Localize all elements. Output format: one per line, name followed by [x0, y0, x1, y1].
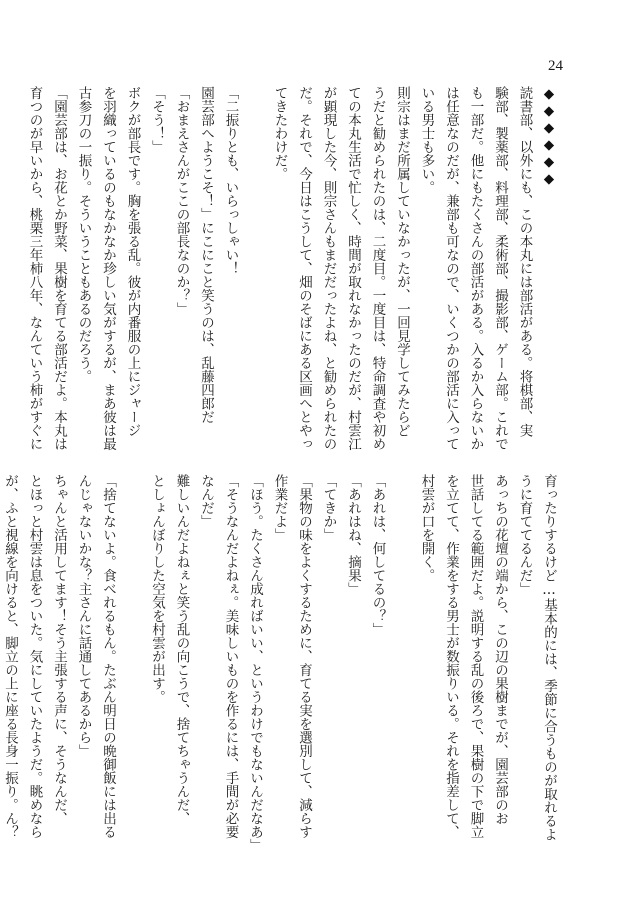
- text-line: 験部、製薬部、料理部、柔術部、撮影部、ゲーム部。これで: [492, 86, 508, 451]
- text-line: 「ほう。たくさん成ればいい、というわけでもないんだなあ」: [247, 474, 263, 852]
- text-line: 「そうなんだよねぇ。美味しいものを作るには、手間が必要: [222, 474, 239, 839]
- text-line: うだと勧められたのは、二度目。一度目は、特命調査や初め: [369, 86, 386, 451]
- text-line: とほっと村雲は息をついた。気にしていたようだ。眺めなら: [26, 474, 43, 839]
- text-line: うに育ててるんだ」: [516, 474, 533, 596]
- text-line: 「捨てないよ。食べれるもん。たぶん明日の晩御飯には出る: [100, 474, 116, 839]
- text-line: が顕現した今、則宗さんもまだだったよね、と勧められたの: [320, 86, 337, 451]
- text-line: としょんぼりした空気を村雲が出す。: [149, 474, 165, 704]
- text-line: ての本丸生活で忙しく、時間が取れなかったのだが、村雲江: [345, 86, 361, 451]
- text-line: は任意なのだが、兼部も可なので、いくつかの部活に入って: [443, 86, 459, 451]
- text-line: 「てきか」: [320, 474, 337, 542]
- text-line: を羽織っているのもなかなか珍しい気がするが、まあ彼は最: [100, 86, 116, 451]
- text-line: 村雲が口を開く。: [418, 474, 435, 582]
- text-line: 「あれはね、摘果」: [345, 474, 361, 596]
- text-line: 則宗はまだ所属していなかったが、一回見学してみたらど: [394, 86, 410, 437]
- text-line: 読書部、以外にも、この本丸には部活がある。将棋部、実: [516, 86, 533, 437]
- text-line: 難しいんだよねぇと笑う乱の向こうで、捨てちゃうんだ、: [173, 474, 190, 825]
- blank-line: [120, 474, 145, 849]
- section-break-diamonds: ◆◆◆◆◆◆: [541, 86, 557, 188]
- text-line: も一部だ。他にもたくさんの部活がある。入るか入らないか: [467, 86, 484, 451]
- text-line: だ。それで、今日はこうして、畑のそばにある区画へとやっ: [296, 86, 312, 451]
- text-line: 「あれは、何してるの？」: [369, 474, 386, 636]
- text-line: 「おまえさんがここの部長なのか？」: [173, 86, 190, 316]
- top-text-block: [26, 86, 561, 454]
- text-line: 古参刀の一振り。そういうこともあるのだろう。: [75, 86, 92, 383]
- text-line: 育つのが早いから、桃栗三年柿八年、なんていう柿がすぐに: [26, 86, 43, 451]
- text-line: あっちの花壇の端から、この辺の果樹までが、園芸部のお: [492, 474, 508, 825]
- text-line: 「そう！」: [149, 86, 165, 154]
- text-line: を立てて、作業をする男士が数振りいる。それを指差して、: [443, 474, 459, 839]
- text-line: ボクが部長です。胸を張る乱。彼が内番服の上にジャージ: [124, 86, 141, 437]
- text-line: 世話してる範囲だよ。説明する乱の後ろで、果樹の下で脚立: [467, 474, 484, 839]
- text-line: 「二振りとも、いらっしゃい！: [222, 86, 239, 275]
- text-line: が、ふと視線を向けると、脚立の上に座る長身一振り。ん？: [2, 474, 18, 839]
- text-line: 作業だよ」: [271, 474, 288, 542]
- text-line: 「果物の味をよくするために、育てる実を選別して、減らす: [296, 474, 312, 839]
- text-line: てきたわけだ。: [271, 86, 288, 181]
- text-line: 園芸部へようこそ！」にこにこと笑うのは、乱藤四郎だ: [198, 86, 214, 424]
- text-line: いる男士も多い。: [418, 86, 435, 194]
- text-line: 育ったりするけど…基本的には、季節に合うものが取れるよ: [541, 474, 557, 841]
- page-number: 24: [548, 58, 563, 74]
- text-line: 「園芸部は、お花とか野菜、果樹を育てる部活だよ。本丸は: [51, 86, 67, 451]
- text-line: なんだ」: [198, 474, 214, 528]
- bottom-text-block: [2, 474, 561, 852]
- text-line: ちゃんと活用してます！そう主張する声に、そうなんだ、: [51, 474, 67, 825]
- text-line: んじゃないかな？主さんに話通してあるから」: [75, 474, 92, 758]
- blank-line: [390, 474, 415, 849]
- blank-line: [243, 86, 268, 454]
